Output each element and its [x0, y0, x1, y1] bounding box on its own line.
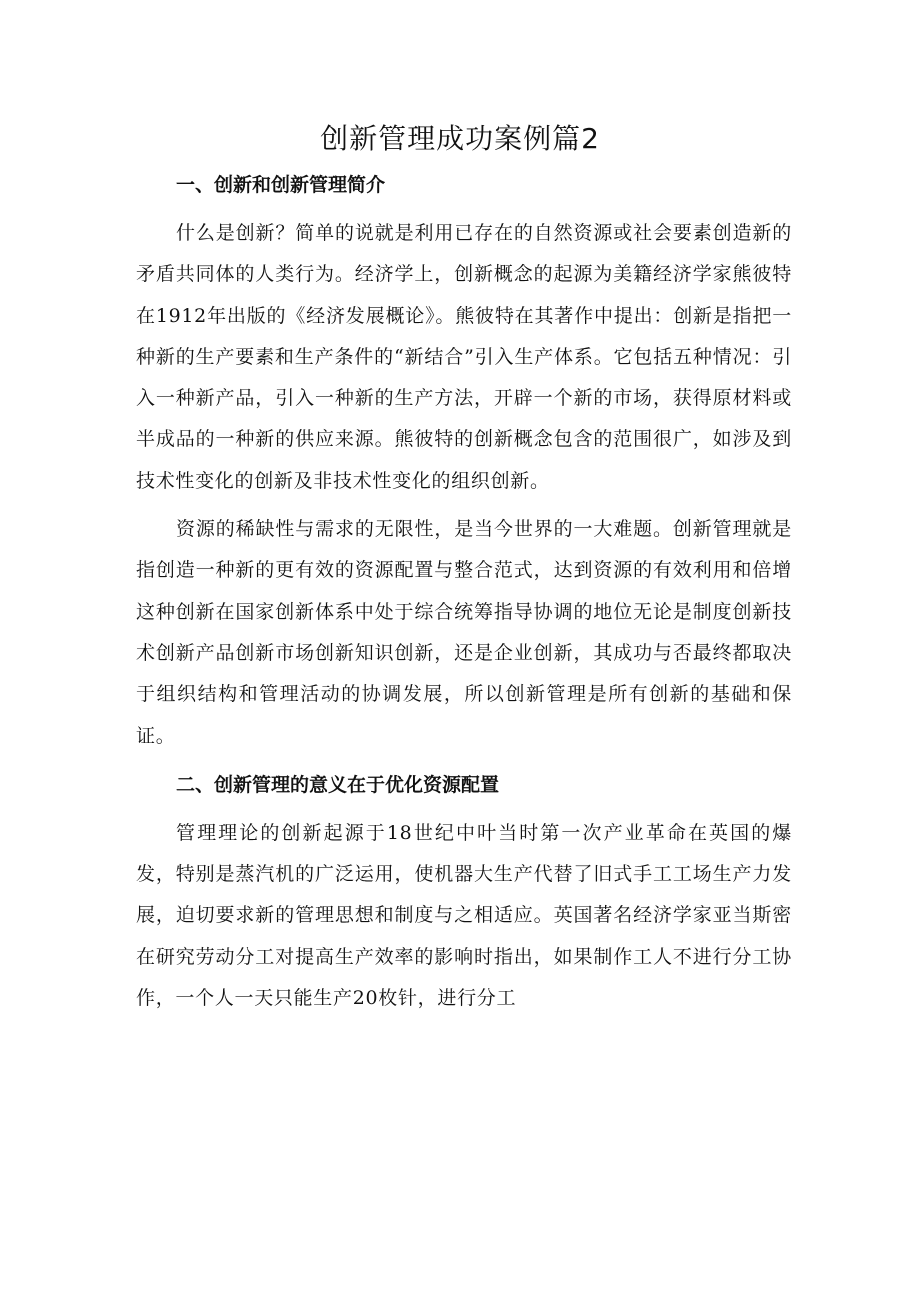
paragraph: 管理理论的创新起源于18世纪中叶当时第一次产业革命在英国的爆发，特别是蒸汽机的广泛运用，使机器大生产代替了旧式手工工场生产力发展，迫切要求新的管理思想和制度与之相适应。英国著名经济学家亚当斯密在研究劳动分工对提高生产效率的影响时指出，如果制作工人不进行分工协作，一个人一天只能生产20枚针，进行分工: [136, 821, 792, 1010]
document-body: [136, 164, 792, 1026]
section-heading: 一、创新和创新管理简介: [176, 174, 386, 196]
section-2: [136, 764, 792, 1019]
section-1: [136, 164, 792, 757]
paragraph: 什么是创新？简单的说就是利用已存在的自然资源或社会要素创造新的矛盾共同体的人类行为。经济学上，创新概念的起源为美籍经济学家熊彼特在1912年出版的《经济发展概论》。熊彼特在其著作中提出：创新是指把一种新的生产要素和生产条件的“新结合”引入生产体系。它包括五种情况：引入一种新产品，引入一种新的生产方法，开辟一个新的市场，获得原材料或半成品的一种新的供应来源。熊彼特的创新概念包含的范围很广，如涉及到技术性变化的创新及非技术性变化的组织创新。: [136, 222, 792, 492]
section-heading: 二、创新管理的意义在于优化资源配置: [176, 773, 500, 796]
document-title: 创新管理成功案例篇2: [320, 121, 600, 155]
paragraph: 资源的稀缺性与需求的无限性，是当今世界的一大难题。创新管理就是指创造一种新的更有效的资源配置与整合范式，达到资源的有效利用和倍增这种创新在国家创新体系中处于综合统筹指导协调的地位无论是制度创新技术创新产品创新市场创新知识创新，还是企业创新，其成功与否最终都取决于组织结构和管理活动的协调发展，所以创新管理是所有创新的基础和保证。: [136, 518, 792, 747]
